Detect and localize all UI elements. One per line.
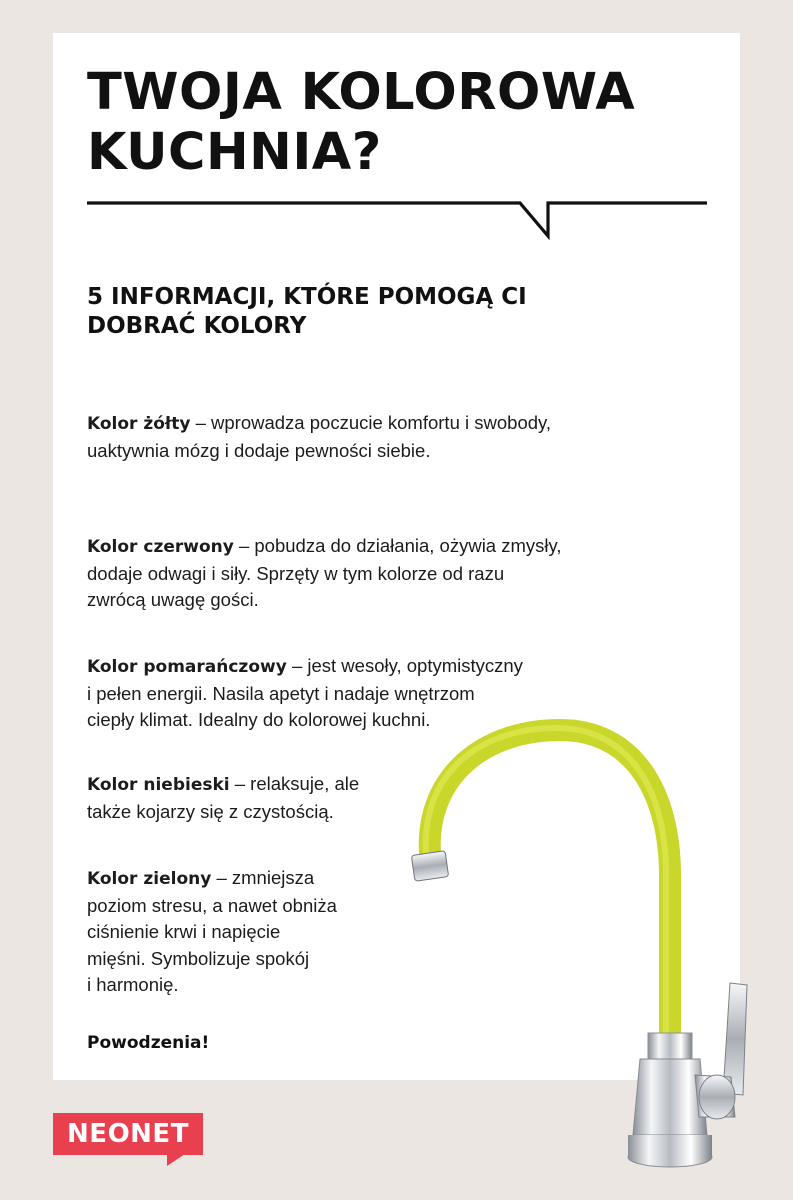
- info-green: [87, 865, 337, 999]
- logo-box: [53, 1113, 203, 1155]
- info-text: dodaje odwagi i siły. Sprzęty w tym kolorze od razu: [87, 562, 505, 584]
- info-text: mięśni. Symbolizuje spokój: [87, 947, 310, 969]
- info-line: [87, 533, 562, 561]
- logo-text: NEONET: [67, 1119, 189, 1149]
- page-title: [87, 63, 727, 183]
- closing-text: Powodzenia!: [87, 1033, 210, 1053]
- title-line-1: TWOJA KOLOROWA: [87, 63, 636, 122]
- info-text: zwrócą uwagę gości.: [87, 589, 259, 610]
- info-text: także kojarzy się z czystością.: [87, 800, 334, 822]
- info-yellow: [87, 410, 551, 464]
- subtitle-line-1: 5 INFORMACJI, KTÓRE POMOGĄ CI: [87, 284, 527, 310]
- info-lead: Kolor żółty: [87, 414, 191, 434]
- neonet-logo[interactable]: [53, 1113, 203, 1165]
- info-line: [87, 653, 523, 681]
- subtitle-line-2: DOBRAĆ KOLORY: [87, 313, 307, 339]
- info-text: – wprowadza poczucie komfortu i swobody,: [195, 412, 552, 433]
- info-lead: Kolor zielony: [87, 869, 212, 889]
- info-text: – zmniejsza: [216, 867, 315, 888]
- speech-bubble-divider: [87, 196, 707, 242]
- info-text: ciepły klimat. Idealny do kolorowej kuchni.: [87, 709, 431, 730]
- info-line: [87, 771, 359, 799]
- info-text: – pobudza do działania, ożywia zmysły,: [238, 535, 562, 556]
- info-lead: Kolor czerwony: [87, 537, 234, 557]
- info-blue: [87, 771, 359, 825]
- info-text: uaktywnia mózg i dodaje pewności siebie.: [87, 439, 431, 461]
- info-line: [87, 865, 337, 893]
- logo-speech-tail: [167, 1154, 185, 1166]
- info-text: – jest wesoły, optymistyczny: [291, 655, 523, 676]
- page-subtitle: [87, 283, 647, 341]
- info-text: – relaksuje, ale: [234, 773, 360, 794]
- info-text: i harmonię.: [87, 974, 179, 995]
- faucet-image: [395, 715, 765, 1175]
- info-text: poziom stresu, a nawet obniża: [87, 894, 337, 916]
- info-line: [87, 410, 551, 438]
- info-lead: Kolor niebieski: [87, 775, 230, 795]
- info-red: [87, 533, 562, 614]
- info-text: i pełen energii. Nasila apetyt i nadaje wnętrzom: [87, 682, 475, 704]
- title-line-2: KUCHNIA?: [87, 123, 382, 182]
- info-lead: Kolor pomarańczowy: [87, 657, 287, 677]
- info-text: ciśnienie krwi i napięcie: [87, 921, 281, 942]
